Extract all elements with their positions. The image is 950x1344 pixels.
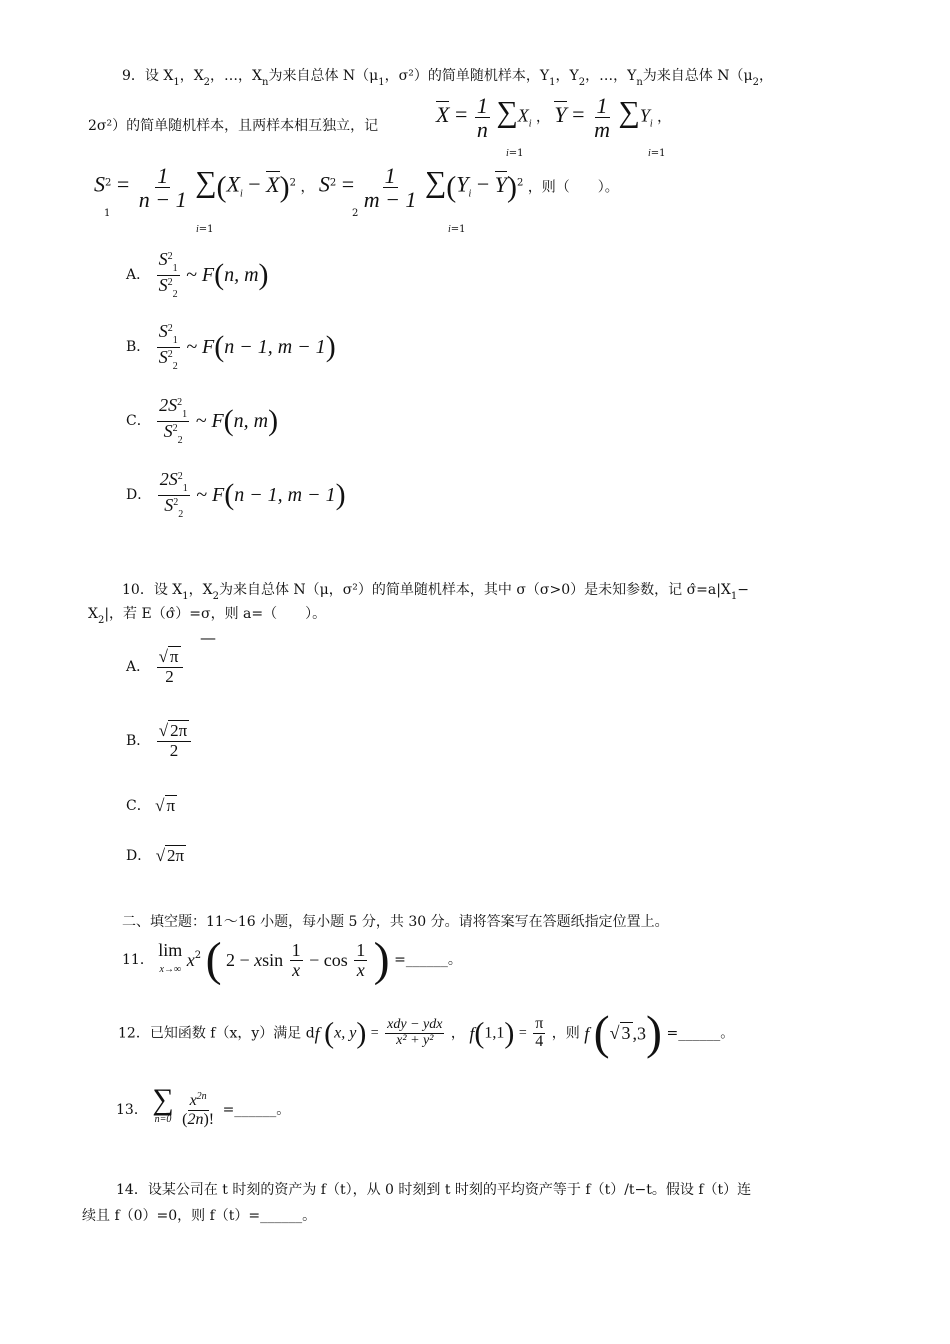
q10-dash-mark: —	[200, 628, 216, 647]
option-label: A．	[126, 658, 151, 675]
q9-option: B． $\frac{S^2_1}{S^2_2}$ ~ F(n − 1, m − 1)	[126, 321, 336, 372]
q9-sum-index-4: i=1	[448, 224, 466, 235]
option-label: B．	[126, 339, 151, 355]
q11-formula: 11． lim x→∞ $x^2$ ( 2 − xsin $\frac{1}{x}$ − cos $\frac{1}{x}$ ) =______。	[122, 933, 462, 986]
q9-line2: 2σ²）的简单随机样本，且两样本相互独立，记	[88, 118, 379, 134]
q9-sum-index-1: i=1	[506, 148, 524, 159]
q10-option: D． √ 2π	[126, 846, 185, 865]
q13-formula: 13． ∑ n=0 $\frac{x^{2n}}{(2n)!}$ =______。	[116, 1083, 291, 1128]
q9-mean-formulas: X = $\frac{1}{n}$ $\sum X_i$ ， Y = $\frac{1}{m}$ $\sum Y_i$ ，	[436, 93, 672, 143]
q9-s2-subscript: 2	[352, 208, 359, 219]
q10-option: C． √ π	[126, 796, 176, 815]
q14-line1: 14．设某公司在 t 时刻的资产为 f（t），从 0 时刻到 t 时刻的平均资产等于 f（t）/t−t。假设 f（t）连	[116, 1182, 752, 1198]
q9-sum-index-2: i=1	[648, 148, 666, 159]
option-label: A．	[126, 267, 151, 283]
option-label: C．	[126, 798, 151, 814]
q9-option: D． $\frac{2S^2_1}{S^2_2}$ ~ F(n − 1, m − 1)	[126, 469, 346, 520]
q10-line2: $X_2|$，若 E（σ̂）=σ，则 a=（ ）。	[88, 606, 327, 626]
q9-option: A． $\frac{S^2_1}{S^2_2}$ ~ F(n, m)	[126, 249, 269, 300]
q9-variance-formulas: $S^2$ = $\frac{1}{n - 1}$ $\sum(X_i - X)^2$ ， $S^2$ = $\frac{1}{m - 1}$ $\sum(Y_i - Y)^2$ ，则（ ）。	[94, 163, 619, 213]
q10-option: A． $\frac{√ \pi}{2}$	[126, 648, 185, 698]
q9-line1: 9．设 $X_1$，$X_2$，…，$X_n$为来自总体 $N(\mu_1$，σ²）的简单随机样本，$Y_1$，$Y_2$，…，$Y_n$为来自总体 $N(\mu_2$，	[122, 68, 773, 88]
option-label: B．	[126, 732, 151, 749]
q9-s1-subscript: 1	[104, 208, 111, 219]
q14-line2: 续且 f（0）=0，则 f（t）=______。	[82, 1208, 317, 1224]
q12-formula: 12．已知函数 f（x，y）满足 df (x, y) = $\frac{\text{xdy − ydx}}{\text{x² + y²}}$ ， f(1,1) = $\frac{\pi}{4}$ ，则 f (√ 3 ,3) =______。	[118, 1006, 735, 1060]
option-label: D．	[126, 487, 152, 503]
q9-sum-index-3: i=1	[196, 224, 214, 235]
option-label: D．	[126, 848, 152, 864]
q9-option: C． $\frac{2S^2_1}{S^2_2}$ ~ F(n, m)	[126, 395, 279, 446]
option-label: C．	[126, 413, 151, 429]
q10-line1: 10．设 $X_1$，$X_2$为来自总体 N（μ，σ²）的简单随机样本，其中 σ（σ>0）是未知参数，记 $\sigmâ=a|X_1-$	[122, 582, 749, 602]
q10-option: B． $\frac{√ 2\pi}{2}$	[126, 722, 193, 772]
section2-heading: 二、填空题：11～16 小题，每小题 5 分，共 30 分。请将答案写在答题纸指定位置上。	[122, 914, 669, 930]
